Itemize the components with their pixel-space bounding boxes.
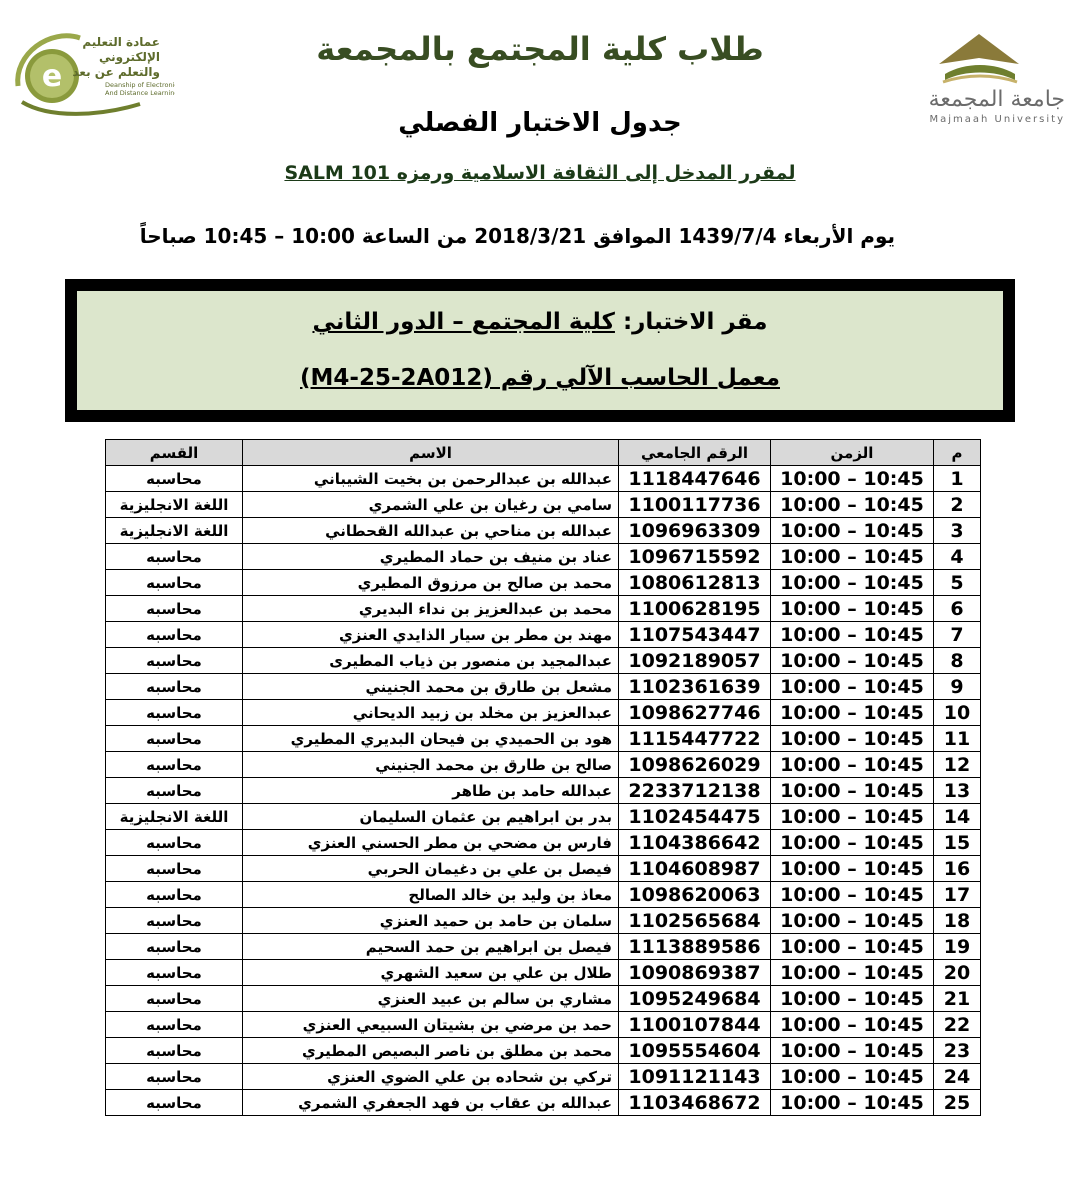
exam-time: 10:00 – 10:45 — [771, 700, 934, 726]
row-number: 20 — [934, 960, 981, 986]
exam-time: 10:00 – 10:45 — [771, 908, 934, 934]
student-name: فيصل بن علي بن دغيمان الحربي — [243, 856, 619, 882]
table-row — [106, 1090, 981, 1116]
department: محاسبه — [106, 700, 243, 726]
exam-time: 10:00 – 10:45 — [771, 1038, 934, 1064]
row-number: 7 — [934, 622, 981, 648]
student-name: عبدالله بن مناحي بن عبدالله القحطاني — [243, 518, 619, 544]
department: محاسبه — [106, 648, 243, 674]
student-name: محمد بن مطلق بن ناصر البصيص المطيري — [243, 1038, 619, 1064]
student-id: 1096963309 — [619, 518, 771, 544]
department: محاسبه — [106, 622, 243, 648]
exam-time: 10:00 – 10:45 — [771, 986, 934, 1012]
student-name: عبدالله بن عبدالرحمن بن بخيت الشيباني — [243, 466, 619, 492]
exam-time: 10:00 – 10:45 — [771, 960, 934, 986]
department: محاسبه — [106, 752, 243, 778]
university-name-english: Majmaah University — [929, 114, 1065, 125]
table-row — [106, 466, 981, 492]
row-number: 12 — [934, 752, 981, 778]
exam-time: 10:00 – 10:45 — [771, 466, 934, 492]
department: اللغة الانجليزية — [106, 518, 243, 544]
department: محاسبه — [106, 544, 243, 570]
student-name: مهند بن مطر بن سيار الذايدي العنزي — [243, 622, 619, 648]
student-id: 1080612813 — [619, 570, 771, 596]
svg-text:e: e — [41, 59, 63, 94]
row-number: 18 — [934, 908, 981, 934]
exam-time: 10:00 – 10:45 — [771, 1064, 934, 1090]
student-id: 1100628195 — [619, 596, 771, 622]
table-row — [106, 1064, 981, 1090]
student-id: 1091121143 — [619, 1064, 771, 1090]
table-row — [106, 1012, 981, 1038]
student-id: 1098620063 — [619, 882, 771, 908]
student-id: 1102454475 — [619, 804, 771, 830]
deanship-line5: And Distance Learning — [105, 89, 175, 97]
venue-location-line — [77, 309, 1003, 335]
course-heading — [240, 162, 840, 184]
department: محاسبه — [106, 986, 243, 1012]
table-row — [106, 648, 981, 674]
row-number: 11 — [934, 726, 981, 752]
deanship-line4: Deanship of Electronic — [105, 81, 175, 89]
university-name-arabic: جامعة المجمعة — [928, 87, 1065, 112]
student-id: 1118447646 — [619, 466, 771, 492]
exam-date-line: يوم الأربعاء 1439/7/4 الموافق 2018/3/21 من الساعة 10:00 – 10:45 صباحاً — [139, 224, 895, 248]
department: محاسبه — [106, 882, 243, 908]
table-row — [106, 752, 981, 778]
student-roster-table — [105, 439, 981, 1116]
exam-time: 10:00 – 10:45 — [771, 518, 934, 544]
row-number: 1 — [934, 466, 981, 492]
table-header-row — [106, 440, 981, 466]
table-row — [106, 960, 981, 986]
col-header-time: الزمن — [771, 440, 934, 466]
department: محاسبه — [106, 960, 243, 986]
venue-label: مقر الاختبار: — [622, 309, 768, 335]
row-number: 4 — [934, 544, 981, 570]
table-row — [106, 622, 981, 648]
student-name: عبدالمجيد بن منصور بن ذياب المطيرى — [243, 648, 619, 674]
table-row — [106, 544, 981, 570]
deanship-line1: عمادة التعليم — [82, 35, 160, 49]
student-name: صالح بن طارق بن محمد الجنيني — [243, 752, 619, 778]
table-row — [106, 830, 981, 856]
student-id: 1104386642 — [619, 830, 771, 856]
student-id: 1095554604 — [619, 1038, 771, 1064]
department: محاسبه — [106, 674, 243, 700]
department: محاسبه — [106, 570, 243, 596]
student-id: 1113889586 — [619, 934, 771, 960]
department: محاسبه — [106, 778, 243, 804]
student-name: حمد بن مرضي بن بشيتان السبيعي العنزي — [243, 1012, 619, 1038]
table-row — [106, 856, 981, 882]
student-id: 1100117736 — [619, 492, 771, 518]
table-row — [106, 778, 981, 804]
col-header-name: الاسم — [243, 440, 619, 466]
department: محاسبه — [106, 1090, 243, 1116]
table-row — [106, 700, 981, 726]
exam-time: 10:00 – 10:45 — [771, 544, 934, 570]
table-row — [106, 596, 981, 622]
table-row — [106, 674, 981, 700]
exam-time: 10:00 – 10:45 — [771, 622, 934, 648]
student-name: عناد بن منيف بن حماد المطيري — [243, 544, 619, 570]
student-id: 2233712138 — [619, 778, 771, 804]
table-row — [106, 518, 981, 544]
student-id: 1090869387 — [619, 960, 771, 986]
student-name: محمد بن عبدالعزيز بن نداء البديري — [243, 596, 619, 622]
department: محاسبه — [106, 908, 243, 934]
student-name: سامي بن رغيان بن علي الشمري — [243, 492, 619, 518]
row-number: 8 — [934, 648, 981, 674]
venue-lab-line — [77, 365, 1003, 391]
row-number: 13 — [934, 778, 981, 804]
student-id: 1095249684 — [619, 986, 771, 1012]
deanship-line3: والتعلم عن بعد — [72, 65, 160, 79]
table-row — [106, 570, 981, 596]
student-name: محمد بن صالح بن مرزوق المطيري — [243, 570, 619, 596]
exam-schedule-heading: جدول الاختبار الفصلي — [398, 108, 682, 138]
row-number: 17 — [934, 882, 981, 908]
page-title: طلاب كلية المجتمع بالمجمعة — [316, 30, 764, 68]
student-id: 1103468672 — [619, 1090, 771, 1116]
student-name: سلمان بن حامد بن حميد العنزي — [243, 908, 619, 934]
row-number: 14 — [934, 804, 981, 830]
exam-time: 10:00 – 10:45 — [771, 596, 934, 622]
department: اللغة الانجليزية — [106, 492, 243, 518]
department: محاسبه — [106, 466, 243, 492]
department: محاسبه — [106, 1038, 243, 1064]
table-row — [106, 1038, 981, 1064]
table-row — [106, 882, 981, 908]
course-text: لمقرر المدخل إلى الثقافة الاسلامية ورمزه SALM 101 — [284, 162, 796, 184]
student-id: 1098626029 — [619, 752, 771, 778]
col-header-num: م — [934, 440, 981, 466]
exam-time: 10:00 – 10:45 — [771, 492, 934, 518]
student-name: مشاري بن سالم بن عبيد العنزي — [243, 986, 619, 1012]
deanship-elearning-logo — [10, 24, 175, 124]
table-body — [106, 466, 981, 1116]
student-name: هود بن الحميدي بن فيحان البديري المطيري — [243, 726, 619, 752]
row-number: 22 — [934, 1012, 981, 1038]
department: محاسبه — [106, 1012, 243, 1038]
table-row — [106, 726, 981, 752]
student-name: تركي بن شحاده بن علي الضوي العنزي — [243, 1064, 619, 1090]
table-row — [106, 804, 981, 830]
student-name: عبدالعزيز بن مخلد بن زبيد الديحاني — [243, 700, 619, 726]
row-number: 25 — [934, 1090, 981, 1116]
row-number: 5 — [934, 570, 981, 596]
exam-time: 10:00 – 10:45 — [771, 674, 934, 700]
student-name: معاذ بن وليد بن خالد الصالح — [243, 882, 619, 908]
department: محاسبه — [106, 934, 243, 960]
exam-time: 10:00 – 10:45 — [771, 856, 934, 882]
student-name: فارس بن مضحي بن مطر الحسني العنزي — [243, 830, 619, 856]
row-number: 16 — [934, 856, 981, 882]
student-id: 1092189057 — [619, 648, 771, 674]
exam-time: 10:00 – 10:45 — [771, 830, 934, 856]
department: محاسبه — [106, 596, 243, 622]
exam-time: 10:00 – 10:45 — [771, 570, 934, 596]
row-number: 24 — [934, 1064, 981, 1090]
student-id: 1102565684 — [619, 908, 771, 934]
venue-inner-panel — [75, 289, 1005, 412]
student-id: 1098627746 — [619, 700, 771, 726]
student-id: 1115447722 — [619, 726, 771, 752]
col-header-id: الرقم الجامعي — [619, 440, 771, 466]
row-number: 3 — [934, 518, 981, 544]
student-id: 1104608987 — [619, 856, 771, 882]
exam-time: 10:00 – 10:45 — [771, 648, 934, 674]
department: اللغة الانجليزية — [106, 804, 243, 830]
student-name: طلال بن علي بن سعيد الشهري — [243, 960, 619, 986]
exam-time: 10:00 – 10:45 — [771, 804, 934, 830]
table-row — [106, 908, 981, 934]
department: محاسبه — [106, 1064, 243, 1090]
student-id: 1102361639 — [619, 674, 771, 700]
row-number: 21 — [934, 986, 981, 1012]
venue-lab: معمل الحاسب الآلي رقم (M4-25-2A012) — [300, 365, 780, 391]
exam-time: 10:00 – 10:45 — [771, 934, 934, 960]
venue-location: كلية المجتمع – الدور الثاني — [312, 309, 615, 335]
row-number: 19 — [934, 934, 981, 960]
exam-time: 10:00 – 10:45 — [771, 1090, 934, 1116]
table-row — [106, 986, 981, 1012]
row-number: 9 — [934, 674, 981, 700]
student-name: فيصل بن ابراهيم بن حمد السحيم — [243, 934, 619, 960]
table-row — [106, 934, 981, 960]
student-id: 1100107844 — [619, 1012, 771, 1038]
student-id: 1096715592 — [619, 544, 771, 570]
row-number: 2 — [934, 492, 981, 518]
row-number: 15 — [934, 830, 981, 856]
venue-box — [65, 279, 1015, 422]
deanship-line2: الإلكتروني — [98, 50, 160, 64]
student-id: 1107543447 — [619, 622, 771, 648]
department: محاسبه — [106, 856, 243, 882]
department: محاسبه — [106, 726, 243, 752]
col-header-dept: القسم — [106, 440, 243, 466]
student-name: عبدالله بن عقاب بن فهد الجعفري الشمري — [243, 1090, 619, 1116]
student-name: مشعل بن طارق بن محمد الجنيني — [243, 674, 619, 700]
exam-time: 10:00 – 10:45 — [771, 752, 934, 778]
row-number: 23 — [934, 1038, 981, 1064]
exam-time: 10:00 – 10:45 — [771, 778, 934, 804]
exam-time: 10:00 – 10:45 — [771, 1012, 934, 1038]
student-name: بدر بن ابراهيم بن عثمان السليمان — [243, 804, 619, 830]
exam-time: 10:00 – 10:45 — [771, 882, 934, 908]
row-number: 6 — [934, 596, 981, 622]
majmaah-university-logo — [895, 24, 1073, 129]
student-name: عبدالله حامد بن طاهر — [243, 778, 619, 804]
table-row — [106, 492, 981, 518]
row-number: 10 — [934, 700, 981, 726]
exam-time: 10:00 – 10:45 — [771, 726, 934, 752]
department: محاسبه — [106, 830, 243, 856]
